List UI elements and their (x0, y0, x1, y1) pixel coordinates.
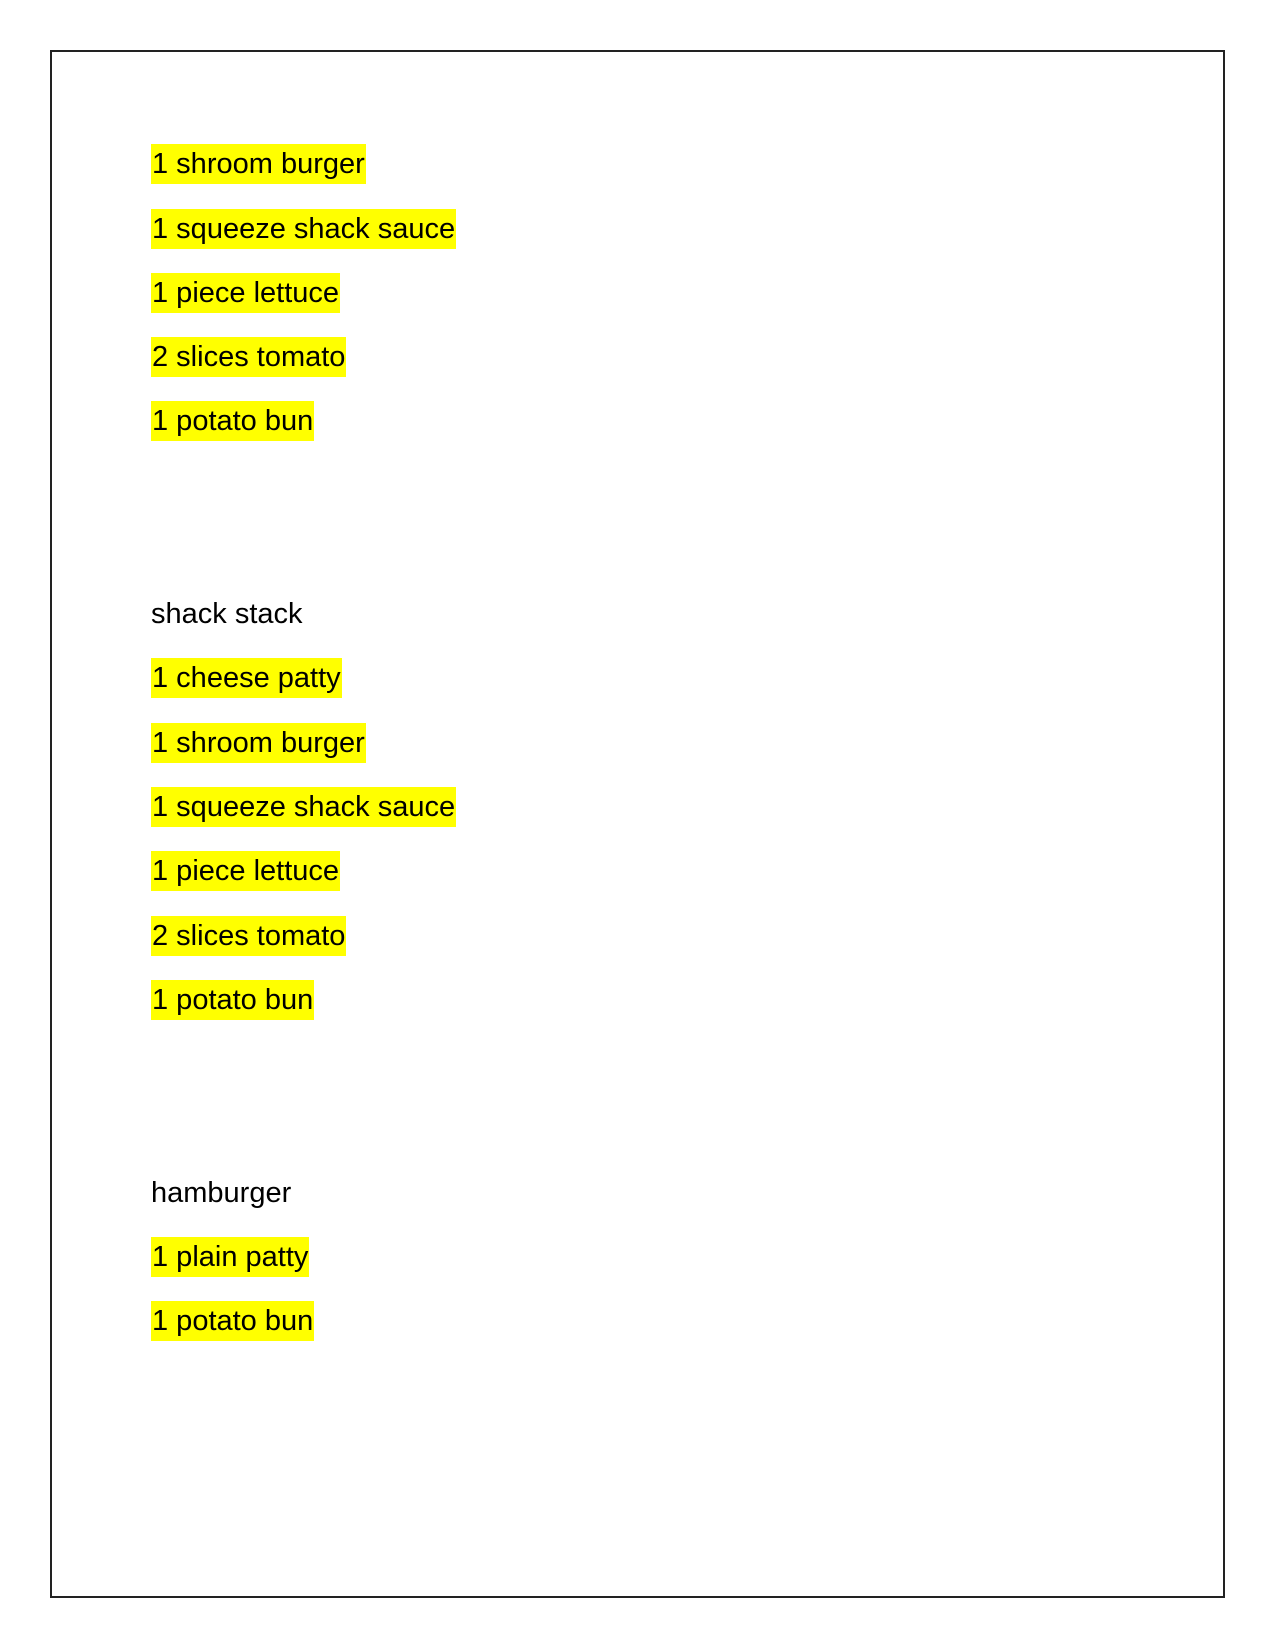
section-heading (151, 1173, 291, 1213)
section-heading (151, 594, 303, 634)
ingredient-line (151, 851, 340, 891)
highlighted-text: 1 cheese patty (151, 658, 342, 698)
ingredient-line (151, 658, 342, 698)
highlighted-text: 1 squeeze shack sauce (151, 787, 456, 827)
ingredient-line (151, 273, 340, 313)
document-content (52, 52, 1223, 1596)
highlighted-text: 1 potato bun (151, 980, 314, 1020)
highlighted-text: 1 plain patty (151, 1237, 309, 1277)
ingredient-line (151, 980, 314, 1020)
ingredient-line (151, 209, 456, 249)
highlighted-text: 1 squeeze shack sauce (151, 209, 456, 249)
ingredient-line (151, 337, 346, 377)
highlighted-text: 1 potato bun (151, 1301, 314, 1341)
document-page (50, 50, 1225, 1598)
highlighted-text: 1 piece lettuce (151, 851, 340, 891)
ingredient-line (151, 723, 366, 763)
ingredient-line (151, 401, 314, 441)
highlighted-text: 2 slices tomato (151, 916, 346, 956)
ingredient-line (151, 144, 366, 184)
section-heading-text: hamburger (151, 1177, 292, 1209)
highlighted-text: 1 shroom burger (151, 144, 366, 184)
ingredient-line (151, 787, 456, 827)
highlighted-text: 1 piece lettuce (151, 273, 340, 313)
ingredient-line (151, 1237, 309, 1277)
highlighted-text: 1 shroom burger (151, 723, 366, 763)
highlighted-text: 1 potato bun (151, 401, 314, 441)
ingredient-line (151, 916, 346, 956)
highlighted-text: 2 slices tomato (151, 337, 346, 377)
ingredient-line (151, 1301, 314, 1341)
section-heading-text: shack stack (151, 598, 303, 630)
